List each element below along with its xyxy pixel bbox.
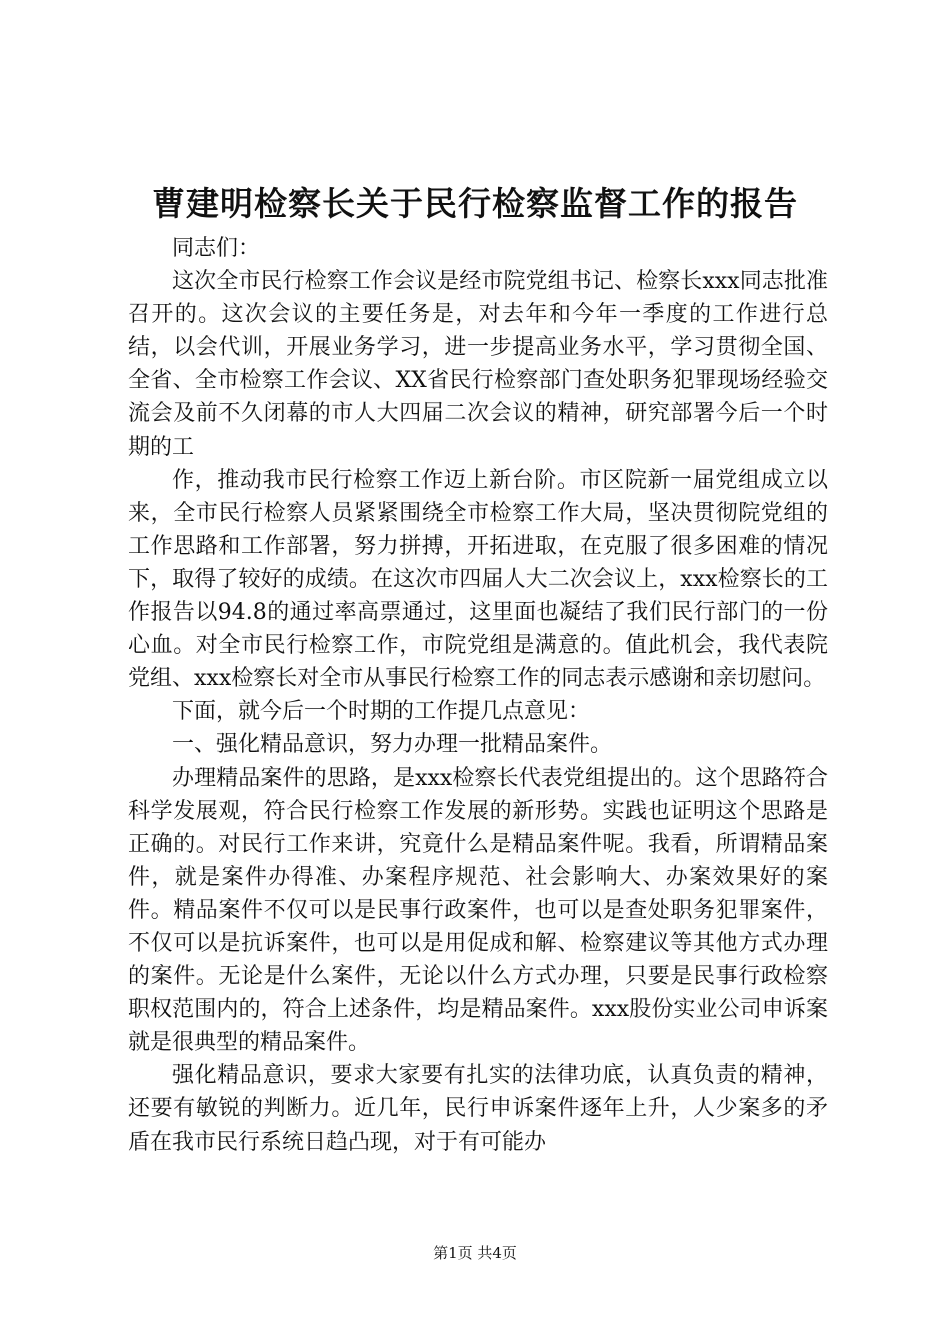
document-title: 曹建明检察长关于民行检察监督工作的报告	[152, 184, 798, 223]
paragraph-4: 办理精品案件的思路，是xxx检察长代表党组提出的。这个思路符合科学发展观，符合民行检察工作发展的新形势。实践也证明这个思路是正确的。对民行工作来讲，究竟什么是精品案件呢。我看，所谓精品案件，就是案件办得准、办案程序规范、社会影响大、办案效果好的案件。精品案件不仅可以是民事行政案件，也可以是查处职务犯罪案件，不仅可以是抗诉案件，也可以是用促成和解、检察建议等其他方式办理的案件。无论是什么案件，无论以什么方式办理，只要是民事行政检察职权范围内的，符合上述条件，均是精品案件。xxx股份实业公司申诉案就是很典型的精品案件。	[128, 765, 828, 1056]
document-body	[128, 232, 828, 1159]
paragraph-2: 作，推动我市民行检察工作迈上新台阶。市区院新一届党组成立以来，全市民行检察人员紧紧围绕全市检察工作大局，坚决贯彻院党组的工作思路和工作部署，努力拼搏，开拓进取，在克服了很多困难的情况下，取得了较好的成绩。在这次市四届人大二次会议上，xxx检察长的工作报告以94.8的通过率高票通过，这里面也凝结了我们民行部门的一份心血。对全市民行检察工作，市院党组是满意的。值此机会，我代表院党组、xxx检察长对全市从事民行检察工作的同志表示感谢和亲切慰问。	[128, 467, 828, 692]
paragraph-5: 强化精品意识，要求大家要有扎实的法律功底，认真负责的精神，还要有敏锐的判断力。近几年，民行申诉案件逐年上升，人少案多的矛盾在我市民行系统日趋凸现，对于有可能办	[128, 1063, 828, 1155]
paragraph-3: 下面，就今后一个时期的工作提几点意见：	[172, 699, 591, 725]
section-heading-1: 一、强化精品意识，努力办理一批精品案件。	[172, 732, 613, 758]
page-number-footer: 第1页 共4页	[433, 1244, 517, 1262]
paragraph-salutation: 同志们：	[172, 236, 261, 261]
paragraph-1: 这次全市民行检察工作会议是经市院党组书记、检察长xxx同志批准召开的。这次会议的主要任务是，对去年和今年一季度的工作进行总结，以会代训，开展业务学习，进一步提高业务水平，学习贯彻全国、全省、全市检察工作会议、XX省民行检察部门查处职务犯罪现场经验交流会及前不久闭幕的市人大四届二次会议的精神，研究部署今后一个时期的工	[128, 269, 828, 460]
